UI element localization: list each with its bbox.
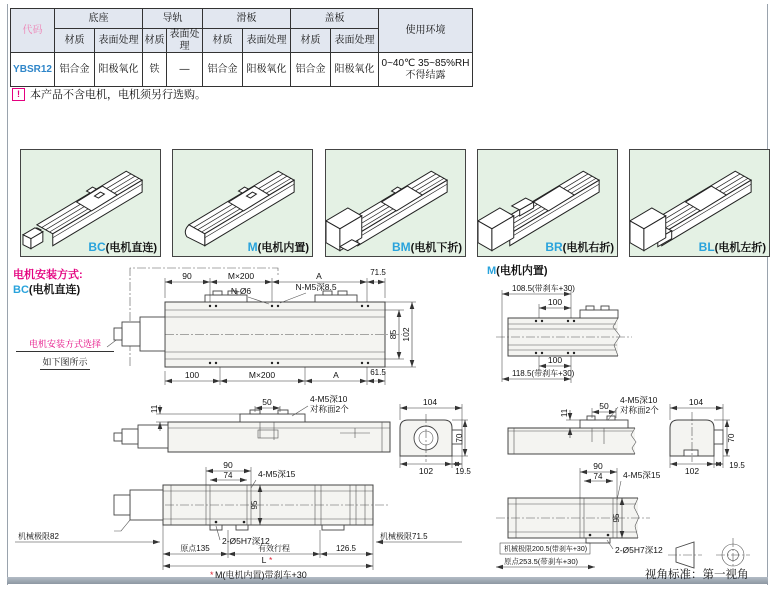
cell-base-surface: 阳极氧化 — [95, 53, 143, 87]
bc-desc: (电机直连) — [28, 284, 81, 296]
dim-100: 100 — [547, 355, 563, 365]
col-group-cover: 盖板 — [291, 9, 379, 29]
subcol-material: 材质 — [55, 29, 95, 53]
dim-100: 100 — [184, 370, 200, 380]
label-origin-253-5: 原点253.5(带刹车+30) — [504, 557, 578, 566]
projection-standard-label: 视角标准：第一视角 — [645, 569, 749, 581]
dim-70: 70 — [727, 433, 736, 443]
dim-mx200: M×200 — [248, 370, 276, 380]
label-4-m5-15: 4-M5深15 — [623, 470, 661, 480]
view-desc: (电机直连) — [105, 242, 157, 254]
dim-102: 102 — [401, 327, 411, 342]
dim-104: 104 — [422, 397, 438, 407]
label-n-m5: N-M5深8.5 — [295, 282, 337, 292]
label-4-m5-10: 4-M5深10 — [620, 395, 658, 405]
dim-74: 74 — [593, 472, 603, 481]
select-note-line2: 如下图所示 — [40, 354, 89, 370]
view-label — [248, 239, 309, 255]
subcol-material: 材质 — [203, 29, 243, 53]
m-side-view — [508, 395, 745, 476]
env-line1: 0~40℃ 35~85%RH — [381, 58, 470, 69]
view-code: BL — [698, 240, 715, 254]
dim-104: 104 — [688, 397, 704, 407]
m-bottom-view — [496, 461, 663, 567]
dim-90: 90 — [182, 271, 192, 281]
cell-cover-surface: 阳极氧化 — [331, 53, 379, 87]
dim-19-5: 19.5 — [455, 467, 471, 476]
label-pin-holes: 2-Ø5H7深12 — [615, 545, 663, 555]
label-pin-holes: 2-Ø5H7深12 — [222, 536, 270, 546]
view-code: BM — [392, 240, 411, 254]
dim-100: 100 — [547, 297, 563, 307]
label-mech-limit-71-5: 机械极限71.5 — [380, 532, 428, 541]
exclamation-icon: ! — [12, 88, 25, 101]
dim-l-star: * — [269, 555, 273, 565]
col-group-slider: 滑板 — [203, 9, 291, 29]
dim-118-5-brake: 118.5(带刹车+30) — [512, 369, 575, 378]
dim-61-5: 61.5 — [370, 368, 386, 377]
dim-74: 74 — [223, 471, 233, 480]
part-code: YBSR12 — [11, 53, 55, 87]
label-mech-limit-200-5: 机械极限200.5(带刹车+30) — [504, 546, 588, 553]
first-angle-projection-symbols — [668, 538, 750, 572]
dim-a: A — [316, 271, 322, 281]
label-sym2: 对称面2个 — [620, 405, 659, 415]
brake-note: M(电机内置)带刹车+30 — [215, 570, 307, 580]
dim-95: 95 — [612, 513, 621, 523]
dim-90: 90 — [223, 460, 233, 470]
dim-102: 102 — [684, 466, 700, 476]
note-text: 本产品不含电机，电机须另行选购。 — [30, 89, 206, 101]
dim-108-5-brake: 108.5(带刹车+30) — [512, 284, 575, 293]
view-box-bm — [325, 149, 466, 257]
view-desc: (电机左折) — [714, 242, 766, 254]
label-origin-135: 原点135 — [180, 544, 210, 553]
view-label — [545, 239, 614, 255]
label-sym2: 对称面2个 — [310, 404, 349, 414]
dim-102: 102 — [418, 466, 434, 476]
view-box-bc — [20, 149, 161, 257]
m-code: M — [487, 265, 497, 277]
view-label — [392, 239, 462, 255]
spec-table — [10, 8, 473, 87]
select-note-line1: 电机安装方式选择 — [16, 337, 114, 352]
subcol-material: 材质 — [143, 29, 167, 53]
m-top-view — [496, 283, 632, 383]
label-4-m5-10: 4-M5深10 — [310, 394, 348, 404]
dim-19-5: 19.5 — [729, 461, 745, 470]
subcol-surface: 表面处理 — [167, 29, 203, 53]
dim-71-5: 71.5 — [370, 268, 386, 277]
dim-l: L — [261, 555, 267, 565]
col-header-code: 代码 — [11, 9, 55, 53]
dim-95: 95 — [250, 500, 259, 510]
dim-85: 85 — [388, 329, 398, 340]
cell-rail-surface: — — [167, 53, 203, 87]
view-code: BC — [88, 240, 106, 254]
dim-126-5: 126.5 — [335, 544, 357, 553]
view-box-bl — [629, 149, 770, 257]
cell-environment — [379, 53, 473, 87]
cell-cover-material: 铝合金 — [291, 53, 331, 87]
cell-slider-surface: 阳极氧化 — [243, 53, 291, 87]
subcol-surface: 表面处理 — [243, 29, 291, 53]
label-mech-limit-82: 机械极限82 — [18, 532, 59, 541]
motor-note — [12, 86, 206, 102]
mount-style-title: 电机安装方式: — [13, 269, 83, 281]
dim-50: 50 — [599, 401, 609, 411]
bc-dimension-drawings — [10, 262, 472, 586]
dim-11: 11 — [560, 408, 569, 418]
view-label — [88, 239, 157, 255]
view-box-m — [172, 149, 313, 257]
view-label — [699, 239, 766, 255]
brake-note-star: * — [210, 570, 214, 580]
cell-slider-material: 铝合金 — [203, 53, 243, 87]
cell-rail-material: 铁 — [143, 53, 167, 87]
col-group-base: 底座 — [55, 9, 143, 29]
subcol-material: 材质 — [291, 29, 331, 53]
dim-70: 70 — [455, 433, 464, 443]
m-dimension-drawings — [480, 262, 773, 586]
m-desc: (电机内置) — [496, 265, 548, 277]
env-line2: 不得结露 — [405, 69, 446, 81]
dim-mx200: M×200 — [227, 271, 255, 281]
subcol-surface: 表面处理 — [331, 29, 379, 53]
label-effective-stroke: 有效行程 — [258, 544, 290, 553]
page-left-border — [7, 4, 8, 585]
dim-a: A — [333, 370, 339, 380]
dim-90: 90 — [593, 461, 603, 471]
col-header-environment: 使用环境 — [379, 9, 473, 53]
view-code: M — [247, 240, 258, 254]
bc-bottom-view — [15, 460, 462, 580]
view-desc: (电机下折) — [410, 242, 462, 254]
bc-code: BC — [13, 284, 29, 296]
view-box-br — [477, 149, 618, 257]
dim-11: 11 — [150, 404, 159, 414]
bc-side-view — [114, 394, 471, 476]
col-group-rail: 导轨 — [143, 9, 203, 29]
table-row — [11, 53, 473, 87]
subcol-surface: 表面处理 — [95, 29, 143, 53]
view-desc: (电机内置) — [257, 242, 309, 254]
view-code: BR — [545, 240, 563, 254]
cell-base-material: 铝合金 — [55, 53, 95, 87]
view-desc: (电机右折) — [562, 242, 614, 254]
label-n-o6: N-Ø6 — [230, 286, 252, 296]
label-4-m5-15: 4-M5深15 — [258, 469, 296, 479]
bc-top-view — [114, 268, 416, 385]
dim-50: 50 — [262, 397, 272, 407]
